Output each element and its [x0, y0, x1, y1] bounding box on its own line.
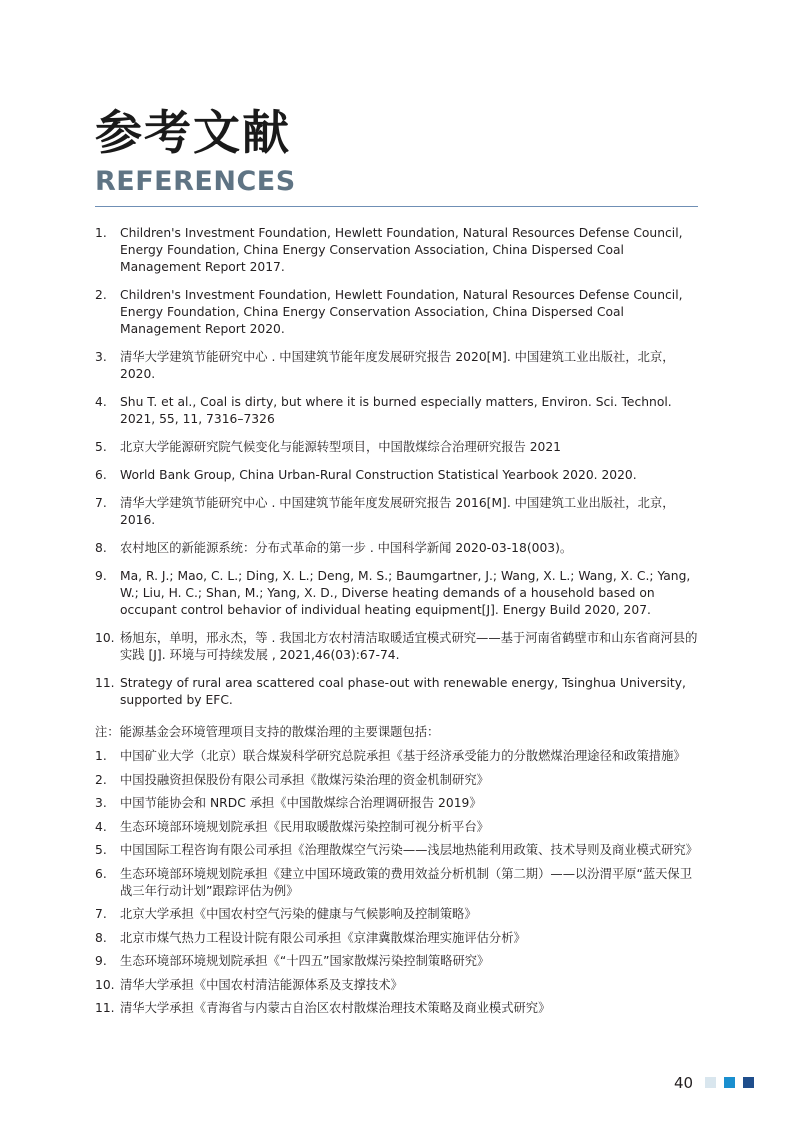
page-title-chinese: 参考文献 — [95, 106, 291, 161]
reference-text: 北京大学能源研究院气候变化与能源转型项目，中国散煤综合治理研究报告 2021 — [120, 440, 562, 454]
project-number: 6. — [95, 866, 107, 881]
project-text: 中国矿业大学（北京）联合煤炭科学研究总院承担《基于经济承受能力的分散燃煤治理途径和政策措施》 — [120, 749, 686, 763]
project-text: 中国投融资担保股份有限公司承担《散煤污染治理的资金机制研究》 — [120, 772, 489, 787]
reference-text: 清华大学建筑节能研究中心 . 中国建筑节能年度发展研究报告 2020[M]. 中国建筑工业出版社，北京，2020. — [120, 350, 675, 381]
reference-text: 农村地区的新能源系统：分布式革命的第一步 . 中国科学新闻 2020-03-18(003)。 — [120, 541, 573, 555]
project-number: 3. — [95, 796, 107, 810]
project-list — [95, 748, 700, 1024]
project-item — [95, 772, 700, 789]
project-text: 中国节能协会和 NRDC 承担《中国散煤综合治理调研报告 2019》 — [120, 796, 482, 810]
project-number: 9. — [95, 954, 107, 968]
project-text: 生态环境部环境规划院承担《“十四五”国家散煤污染控制策略研究》 — [120, 954, 490, 968]
project-item — [95, 795, 700, 812]
reference-item — [95, 568, 700, 619]
project-number: 7. — [95, 907, 107, 921]
reference-number: 2. — [95, 288, 107, 302]
reference-number: 4. — [95, 395, 107, 409]
project-number: 8. — [95, 930, 107, 945]
reference-text: Strategy of rural area scattered coal phase-out with renewable energy, Tsinghua University, supported by EFC. — [120, 676, 686, 707]
project-number: 1. — [95, 749, 107, 763]
reference-item — [95, 349, 700, 383]
reference-item — [95, 225, 700, 276]
project-text: 北京大学承担《中国农村空气污染的健康与气候影响及控制策略》 — [120, 907, 477, 921]
reference-text: World Bank Group, China Urban-Rural Construction Statistical Yearbook 2020. 2020. — [120, 468, 637, 482]
reference-number: 10. — [95, 631, 115, 645]
reference-number: 7. — [95, 496, 107, 510]
project-item — [95, 748, 700, 765]
project-item — [95, 819, 700, 836]
decorative-square-dark — [743, 1077, 754, 1088]
reference-item — [95, 495, 700, 529]
page-number: 40 — [674, 1074, 694, 1092]
reference-text: Ma, R. J.; Mao, C. L.; Ding, X. L.; Deng, M. S.; Baumgartner, J.; Wang, X. L.; Wang, X. C.; Yang, W.; Liu, H. C.; Shan, M.; Yang, X. D., Diverse heating demands of a household based on occupant control behavior of individual heating equipment[J]. Energy Build 2020, 207. — [120, 569, 691, 617]
project-text: 清华大学承担《青海省与内蒙古自治区农村散煤治理技术策略及商业模式研究》 — [120, 1001, 551, 1015]
project-number: 4. — [95, 819, 107, 834]
reference-item — [95, 467, 700, 484]
reference-text: Children's Investment Foundation, Hewlett Foundation, Natural Resources Defense Council, Energy Foundation, China Energy Conservation Association, China Dispersed Coal Management Report 2017. — [120, 226, 683, 274]
title-divider — [95, 206, 698, 207]
reference-number: 5. — [95, 440, 107, 454]
reference-list — [95, 225, 700, 720]
project-text: 北京市煤气热力工程设计院有限公司承担《京津冀散煤治理实施评估分析》 — [120, 930, 526, 945]
project-item — [95, 953, 700, 970]
project-text: 生态环境部环境规划院承担《民用取暖散煤污染控制可视分析平台》 — [120, 819, 489, 834]
reference-item — [95, 675, 700, 709]
project-item — [95, 906, 700, 923]
page-title-english: REFERENCES — [95, 166, 296, 197]
project-text: 清华大学承担《中国农村清洁能源体系及支撑技术》 — [120, 977, 403, 992]
project-text: 生态环境部环境规划院承担《建立中国环境政策的费用效益分析机制（第二期）——以汾渭平原“蓝天保卫战三年行动计划”跟踪评估为例》 — [120, 866, 693, 898]
project-number: 11. — [95, 1001, 115, 1015]
reference-text: 杨旭东，单明，邢永杰，等 . 我国北方农村清洁取暖适宜模式研究——基于河南省鹤壁市和山东省商河县的实践 [J]. 环境与可持续发展 , 2021,46(03):67-74. — [120, 631, 698, 662]
project-number: 10. — [95, 977, 115, 992]
projects-note: 注：能源基金会环境管理项目支持的散煤治理的主要课题包括： — [95, 725, 440, 739]
project-text: 中国国际工程咨询有限公司承担《治理散煤空气污染——浅层地热能利用政策、技术导则及商业模式研究》 — [120, 843, 698, 857]
reference-item — [95, 287, 700, 338]
project-number: 2. — [95, 772, 107, 787]
project-item — [95, 930, 700, 947]
project-item — [95, 842, 700, 859]
project-item — [95, 866, 700, 900]
project-item — [95, 1000, 700, 1017]
reference-number: 11. — [95, 676, 115, 690]
reference-item — [95, 394, 700, 428]
reference-number: 9. — [95, 569, 107, 583]
decorative-square-light — [705, 1077, 716, 1088]
reference-number: 8. — [95, 541, 107, 555]
reference-item — [95, 439, 700, 456]
reference-number: 1. — [95, 226, 107, 240]
reference-text: 清华大学建筑节能研究中心 . 中国建筑节能年度发展研究报告 2016[M]. 中国建筑工业出版社，北京，2016. — [120, 496, 675, 527]
reference-number: 3. — [95, 350, 107, 364]
reference-number: 6. — [95, 468, 107, 482]
project-item — [95, 977, 700, 994]
reference-text: Children's Investment Foundation, Hewlett Foundation, Natural Resources Defense Council, Energy Foundation, China Energy Conservation Association, China Dispersed Coal Management Report 2020. — [120, 288, 683, 336]
reference-item — [95, 630, 700, 664]
decorative-square-medium — [724, 1077, 735, 1088]
reference-text: Shu T. et al., Coal is dirty, but where it is burned especially matters, Environ. Sci. Technol. 2021, 55, 11, 7316–7326 — [120, 395, 672, 426]
reference-item — [95, 540, 700, 557]
project-number: 5. — [95, 843, 107, 857]
